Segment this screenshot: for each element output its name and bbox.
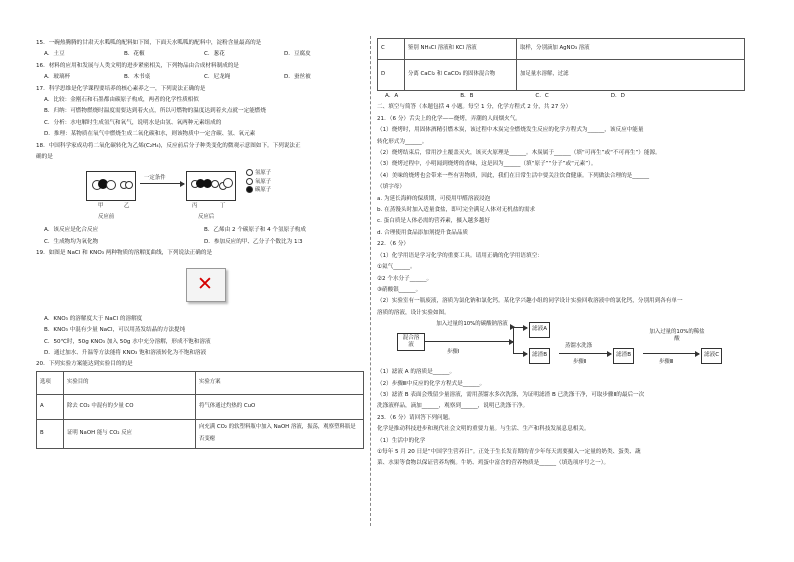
legend-h: 氢原子 xyxy=(246,169,271,178)
legend-c: 碳原子 xyxy=(246,186,271,195)
q22-part2: （2）实验室有一瓶废液，溶质为氯化钠和氯化钙。某化学兴趣小组的同学设计实验回收溶液中的氯化钙，分别用到各有单一 xyxy=(377,298,683,305)
q20-stem: 20．下列实验方案能达到实验目的的是 xyxy=(36,361,133,368)
q20-table-continued xyxy=(377,38,745,91)
q21-choice-a: a. 为延长海鲜的保质期，可使用甲醛溶液浸泡 xyxy=(377,195,491,202)
reaction-diagram xyxy=(86,165,316,223)
q16-option-c: C．尼龙绳 xyxy=(204,74,231,81)
broken-image-placeholder xyxy=(186,268,226,302)
q23-line: ①每年 5 月 20 日是“中国学生营养日”。正处于生长发育期的青少年每天需要摄入一定量的奶类、蛋类、蔬 xyxy=(377,448,641,455)
label-before: 反应前 xyxy=(98,214,115,221)
label-jia: 甲 xyxy=(98,203,104,210)
label-ding: 丁 xyxy=(220,203,226,210)
q22-sub: 洗涤液样品，滴加______，观察到______，说明已洗涤干净。 xyxy=(377,403,529,410)
q22-item: ②2 个水分子______。 xyxy=(377,275,433,282)
q20-option-a: A．A xyxy=(385,93,399,99)
q20-option-b: B．B xyxy=(460,93,474,99)
header-option: 选项 xyxy=(37,371,64,394)
q18-option-b: B．乙烯由 2 个碳原子和 4 个氢原子构成 xyxy=(204,227,306,234)
flow-arrow xyxy=(643,353,699,354)
atom-legend xyxy=(246,169,271,195)
reactant-box xyxy=(86,171,136,201)
q22-title: 22．（6 分） xyxy=(377,241,410,248)
o-atom xyxy=(223,178,233,188)
q22-sub: （1）滤液 A 的溶质是______。 xyxy=(377,369,456,376)
label-yi: 乙 xyxy=(124,203,130,210)
label-after: 反应后 xyxy=(198,214,215,221)
q23-title: 23．（6 分）请回答下列问题。 xyxy=(377,414,454,421)
q17-option-d: D．推理：某物质在氧气中燃烧生成二氧化碳和水，则该物质中一定含碳、氢、氧元素 xyxy=(44,131,256,138)
flow-diagram xyxy=(397,321,745,365)
q23-intro: 化学是推动科技进步和现代社会文明的重要力量。与生活、生产和科技发展息息相关。 xyxy=(377,426,590,433)
flow-step2: 步骤Ⅱ xyxy=(573,359,587,366)
q20-option-c: C．C xyxy=(535,93,549,99)
q16-option-b: B．木书桌 xyxy=(124,74,151,81)
q22-item: ③硝酸银______。 xyxy=(377,286,422,293)
q17-stem: 17．科学思维是化学课程要培养的核心素养之一，下列说法正确的是 xyxy=(36,85,206,92)
q21-choice-d: d. 合理使用食品添加剂提升食品品质 xyxy=(377,229,469,236)
q17-option-a: A．比较：金刚石和石墨都由碳原子构成，两者的化学性质相似 xyxy=(44,97,199,104)
q18-stem-cont: 确的是 xyxy=(36,154,53,161)
q19-option-a: A．KNO₃ 的溶解度大于 NaCl 的溶解度 xyxy=(44,315,143,322)
q21-choice-c: c. 蛋白质是人体必需的营养素，摄入越多越好 xyxy=(377,218,490,225)
q19-option-d: D．通过加水、升温等方法能将 KNO₃ 饱和溶液转化为不饱和溶液 xyxy=(44,349,207,356)
label-bing: 丙 xyxy=(192,203,198,210)
q18-option-a: A．该反应是化合反应 xyxy=(44,227,99,234)
q15-option-a: A．土豆 xyxy=(44,51,65,58)
q16-options xyxy=(36,72,364,83)
q16-stem: 16．材料的应用和发展与人类文明的进步紧密相关，下列物品由合成材料制成的是 xyxy=(36,62,239,69)
o-atom xyxy=(106,180,116,190)
q15-option-c: C．葱花 xyxy=(204,51,225,58)
h-atom-icon xyxy=(246,169,253,176)
table-row: D 分离 CaCl₂ 和 CaCO₃ 的固体混合物 加足量水溶解，过滤 xyxy=(378,60,745,91)
flow-step3: 步骤Ⅲ xyxy=(659,359,674,366)
q18-options-row1 xyxy=(36,225,364,236)
flow-filter-b-washed: 滤渣B xyxy=(613,348,634,363)
q21-line: （填字母） xyxy=(377,184,405,191)
flow-wash: 蒸馏水洗涤 xyxy=(565,343,592,350)
right-column xyxy=(377,38,745,470)
flow-step1: 步骤Ⅰ xyxy=(447,349,460,356)
q19-option-c: C．50℃时，50g KNO₃ 加入 50g 水中充分溶解，形成不饱和溶液 xyxy=(44,338,211,345)
table-header-row xyxy=(37,371,364,394)
q22-part2-cont: 溶质的溶液，设计实验如图。 xyxy=(377,309,450,316)
table-row: B 证明 NaOH 能与 CO₂ 反应 向充满 CO₂ 的软塑料瓶中加入 NaOH 溶液，振荡，观察塑料瓶是否变瘪 xyxy=(37,419,364,448)
flow-reagent3: 加入过量的10%的稀盐酸 xyxy=(649,329,705,343)
reaction-condition: 一定条件 xyxy=(144,175,166,182)
q22-sub: （2）步骤Ⅲ中反应的化学方程式是______。 xyxy=(377,380,486,387)
q15-option-b: B．花椒 xyxy=(124,51,145,58)
q15-option-d: D．豆腐皮 xyxy=(284,51,311,58)
q19-option-b: B．KNO₃ 中混有少量 NaCl，可以用蒸发结晶的方法提纯 xyxy=(44,327,186,334)
broken-image-icon: ✕ xyxy=(197,272,213,295)
q19-stem: 19．如图是 NaCl 和 KNO₃ 两种物质的溶解度曲线，下列说法正确的是 xyxy=(36,250,213,257)
q22-item: ①氦气______。 xyxy=(377,264,416,271)
q21-title: 21．（6 分）舌尖上的化学——烧烤，弄潮的人间烟火气。 xyxy=(377,115,521,122)
flow-start: 混合溶液 xyxy=(397,333,425,351)
column-divider xyxy=(370,36,371,526)
table-row: A 除去 CO₂ 中混有的少量 CO 将气体通过灼热的 CuO xyxy=(37,394,364,419)
q16-option-d: D．蚕丝被 xyxy=(284,74,311,81)
q20-options xyxy=(377,91,625,102)
flow-split-line xyxy=(513,327,514,353)
flow-reagent1: 加入过量的10%的碳酸钠溶液 xyxy=(436,321,508,328)
flow-filter-b: 滤渣B xyxy=(529,348,550,363)
table-row: C 鉴别 NH₄Cl 溶液和 KCl 溶液 取样，分别滴加 AgNO₃ 溶液 xyxy=(378,39,745,60)
q16-option-a: A．玻璃杯 xyxy=(44,74,71,81)
q23-line: 菜、水果等食物以保证营养均衡。牛奶、鸡蛋中富含的营养物质是______（填选项序号之一）。 xyxy=(377,460,610,467)
q21-line: （2）烧烤结束后，常用沙土覆盖灭火，该灭火原理是______。木炭属于______（填“可再生”或“不可再生”）能源。 xyxy=(377,150,661,157)
flow-arrow xyxy=(559,353,611,354)
q22-intro: （1）化学用语是学习化学的重要工具。请用正确的化学用语填空： xyxy=(377,252,543,259)
h-atom xyxy=(211,180,219,188)
q21-line: （4）美味的烧烤也会带来一些有害物质，因此，我们在日常生活中要关注饮食健康。下列做法合理的是______ xyxy=(377,172,650,179)
flow-filtrate-a: 滤液A xyxy=(529,322,550,337)
q18-option-d: D．参加反应的甲、乙分子个数比为 1∶3 xyxy=(204,238,303,245)
q21-line: （1）烧烤时，用固体酒精引燃木炭，该过程中木炭完全燃烧发生反应的化学方程式为______，该反应中能量 xyxy=(377,127,644,134)
q21-choice-b: b. 在蒸馒头时加入适量食盐，即可完全满足人体对无机盐的需求 xyxy=(377,207,536,214)
q21-line: （3）烧烤过程中，小明闻到烧烤的香味，这是因为______（填“原子”“分子”或“元素”）。 xyxy=(377,161,597,168)
q21-line: 转化形式为______。 xyxy=(377,138,428,145)
q20-option-d: D．D xyxy=(610,93,625,99)
left-column xyxy=(36,38,364,449)
o-atom-icon xyxy=(246,178,253,185)
h-atom xyxy=(125,181,133,189)
legend-o: 氧原子 xyxy=(246,178,271,187)
q15-options xyxy=(36,49,364,60)
q18-option-c: C．生成物均为氧化物 xyxy=(44,238,99,245)
q23-sub: （1）生活中的化学 xyxy=(377,437,426,444)
q22-sub: （3）滤渣 B 表面会残留少量溶液，需用蒸馏水多次洗涤，为证明滤渣 B 已洗涤干净，可取步骤Ⅱ的最后一次 xyxy=(377,391,645,398)
header-purpose: 实验目的 xyxy=(64,371,196,394)
q15-stem: 15．一碗热腾腾的甘肃天水呱呱的配料如下图，下面天水呱呱的配料中，淀粉含量最高的是 xyxy=(36,40,262,46)
c-atom-icon xyxy=(246,186,253,193)
flow-arrow xyxy=(513,353,527,354)
flow-arrow xyxy=(513,327,527,328)
q17-option-c: C．分析：水电解时生成氢气和氧气，说明水是由氢、氧两种元素组成的 xyxy=(44,119,222,126)
product-box xyxy=(186,171,236,201)
q18-stem: 18．中国科学家成功将二氧化碳转化为乙烯(C₂H₄)，反应前后分子种类变化的微观示意图如下。下列说法正 xyxy=(36,142,301,149)
flow-filtrate-c: 滤液C xyxy=(701,348,722,363)
q17-option-b: B．归纳：可燃物燃烧时温度需要达到着火点，所以可燃物的温度达到着火点就一定能燃烧 xyxy=(44,108,266,115)
section-heading: 二、填空与简答（本题包括 4 小题。每空 1 分，化学方程式 2 分，共 27 分） xyxy=(377,104,572,111)
header-method: 实验方案 xyxy=(196,371,364,394)
q18-options-row2 xyxy=(36,237,364,248)
flow-arrow xyxy=(425,341,513,342)
q20-table xyxy=(36,371,364,449)
